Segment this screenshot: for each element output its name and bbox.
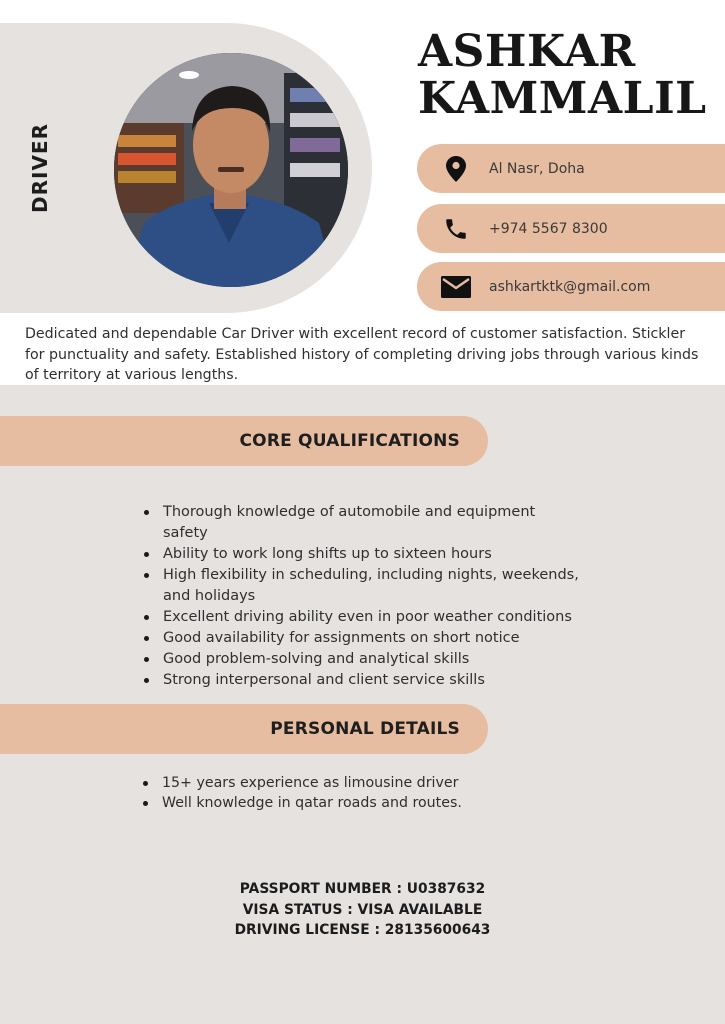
list-item: High flexibility in scheduling, including nights, weekends, and holidays [144,565,584,607]
list-item: Excellent driving ability even in poor weather conditions [144,607,584,628]
list-item: Thorough knowledge of automobile and equipment safety [144,502,584,544]
core-qualifications-header [0,416,488,466]
core-qualifications-title: CORE QUALIFICATIONS [239,431,460,451]
personal-details-title: PERSONAL DETAILS [270,719,460,739]
list-item: Good availability for assignments on short notice [144,628,584,649]
document-details [0,879,725,941]
contact-email [417,262,725,311]
list-item: Well knowledge in qatar roads and routes. [143,793,563,813]
phone-text: +974 5567 8300 [489,220,608,237]
address-text: Al Nasr, Doha [489,160,585,177]
candidate-name [418,28,718,122]
name-line-last: KAMMALIL [418,73,707,124]
email-icon [441,272,471,302]
list-item: Ability to work long shifts up to sixteen hours [144,544,584,565]
contact-address [417,144,725,193]
driving-license: DRIVING LICENSE : 28135600643 [234,922,491,938]
personal-details-header [0,704,488,754]
core-qualifications-list [144,502,584,691]
location-pin-icon [441,154,471,184]
profile-summary: Dedicated and dependable Car Driver with excellent record of customer satisfaction. Stickler for punctuality and safety. Established history of completing driving jobs through various kinds of territory at various lengths. [25,326,699,383]
phone-icon [441,214,471,244]
passport-number: PASSPORT NUMBER : U0387632 [239,881,486,897]
email-text: ashkartktk@gmail.com [489,278,651,295]
profile-photo [114,53,348,287]
name-line-first: ASHKAR [418,26,636,77]
job-title: DRIVER [28,123,52,213]
list-item: Strong interpersonal and client service skills [144,670,584,691]
visa-status: VISA STATUS : VISA AVAILABLE [242,901,483,918]
list-item: 15+ years experience as limousine driver [143,773,563,793]
contact-phone [417,204,725,253]
personal-details-list [143,773,563,813]
list-item: Good problem-solving and analytical skills [144,649,584,670]
